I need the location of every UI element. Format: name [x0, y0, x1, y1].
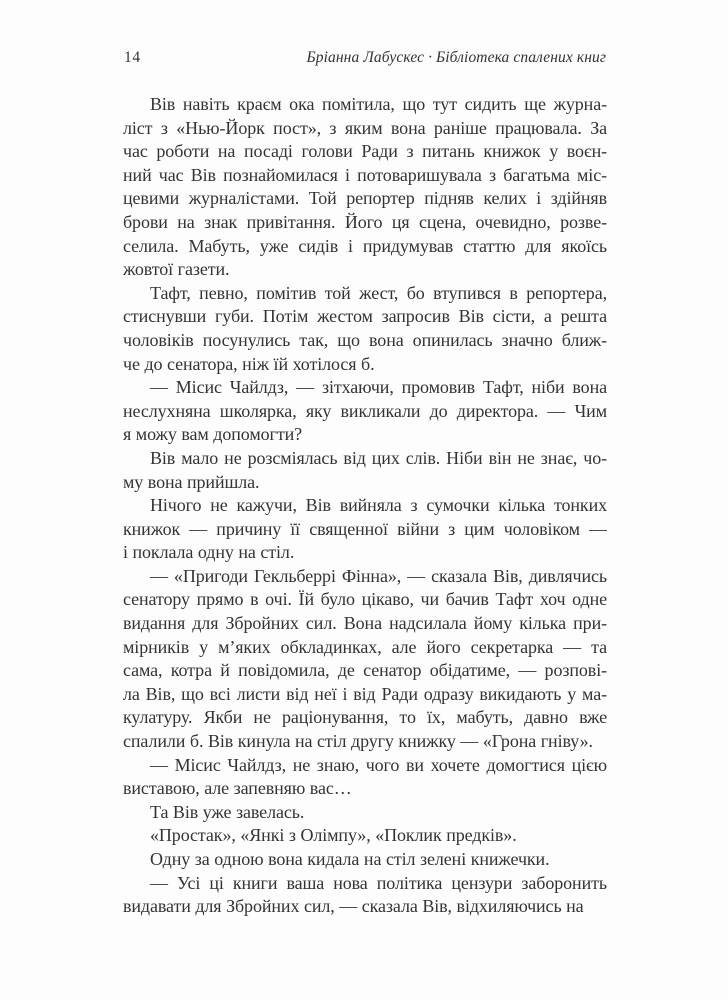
text-line: — Усі ці книги ваша нова політика цензури заборонить [150, 872, 607, 893]
text-line: ліст з «Нью-Йорк пост», з яким вона раніше працювала. За [123, 117, 607, 138]
text-line: му вона прийшла. [123, 471, 260, 492]
text-line: і поклала одну на стіл. [123, 542, 295, 563]
text-line: — Місис Чайлдз, не знаю, чого ви хочете домогтися цією [150, 754, 607, 775]
text-line: — «Пригоди Гекльберрі Фінна», — сказала Вів, дивлячись [150, 565, 607, 586]
paragraph [123, 824, 607, 848]
paragraph [123, 376, 607, 447]
text-line: я можу вам допомогти? [123, 424, 303, 445]
text-line: ла Вів, що всі листи від неї і від Ради одразу викидають у ма- [123, 683, 607, 704]
text-line: Вів мало не розсміялась від цих слів. Ніби він не знає, чо- [150, 447, 607, 468]
paragraph [123, 93, 607, 282]
text-line: час роботи на посаді голови Ради з питань книжок у воєн- [123, 141, 607, 162]
text-line: селила. Мабуть, уже сидів і придумував статтю для якоїсь [123, 235, 607, 256]
paragraph [123, 282, 607, 376]
paragraph [123, 754, 607, 801]
text-line: чоловіків посунулись так, що вона опинилась значно ближ- [123, 329, 607, 350]
text-line: жовтої газети. [123, 259, 230, 280]
text-line: книжок — причину її священної війни з цим чоловіком — [123, 518, 607, 539]
text-line: сенатору прямо в очі. Їй було цікаво, чи бачив Тафт хоч одне [123, 589, 607, 610]
running-head: Бріанна Лабускес · Бібліотека спалених книг [306, 49, 606, 66]
text-line: мірників у м’яких обкладинках, але його секретарка — та [123, 636, 607, 657]
text-line: Тафт, певно, помітив той жест, бо втупився в репортера, [150, 282, 607, 303]
paragraph [123, 872, 607, 919]
text-line: че до сенатора, ніж їй хотілося б. [123, 353, 375, 374]
text-line: кулатуру. Якби не раціонування, то їх, мабуть, давно вже [123, 707, 607, 728]
text-line: Одну за одною вона кидала на стіл зелені книжечки. [150, 849, 550, 869]
text-line: спалили б. Вів кинула на стіл другу книжку — «Грона гніву». [123, 731, 593, 752]
text-line: неслухняна школярка, яку викликали до директора. — Чим [123, 400, 607, 421]
page-header [124, 49, 606, 67]
text-line: ний час Вів познайомилася і потоваришувала з багатьма міс- [123, 164, 607, 185]
paragraph [123, 494, 607, 565]
text-line: Вів навіть краєм ока помітила, що тут сидить ще журна- [150, 94, 607, 114]
text-line: цевими журналістами. Той репортер підняв келих і здійняв [123, 188, 607, 209]
text-line: «Простак», «Янкі з Олімпу», «Поклик предків». [150, 825, 517, 846]
text-block [123, 93, 607, 919]
paragraph [123, 447, 607, 494]
text-line: стиснувши губи. Потім жестом запросив Вів сісти, а решта [123, 306, 607, 327]
text-line: Нічого не кажучи, Вів вийняла з сумочки кілька тонких [150, 495, 607, 516]
text-line: — Місис Чайлдз, — зітхаючи, промовив Тафт, ніби вона [150, 377, 607, 398]
text-line: Та Вів уже завелась. [150, 801, 305, 822]
paragraph [123, 565, 607, 754]
text-line: видавати для Збройних сил, — сказала Вів, відхиляючись на [123, 896, 584, 917]
text-line: видання для Збройних сил. Вона надсилала йому кілька при- [123, 613, 607, 634]
text-line: виставою, але запевняю вас… [123, 778, 352, 799]
page-number: 14 [124, 49, 141, 66]
text-line: брови на знак привітання. Його ця сцена, очевидно, розве- [123, 211, 607, 232]
text-line: сама, котра й повідомила, де сенатор обідатиме, — розпові- [123, 660, 607, 681]
paragraph [123, 801, 607, 825]
paragraph [123, 848, 607, 872]
